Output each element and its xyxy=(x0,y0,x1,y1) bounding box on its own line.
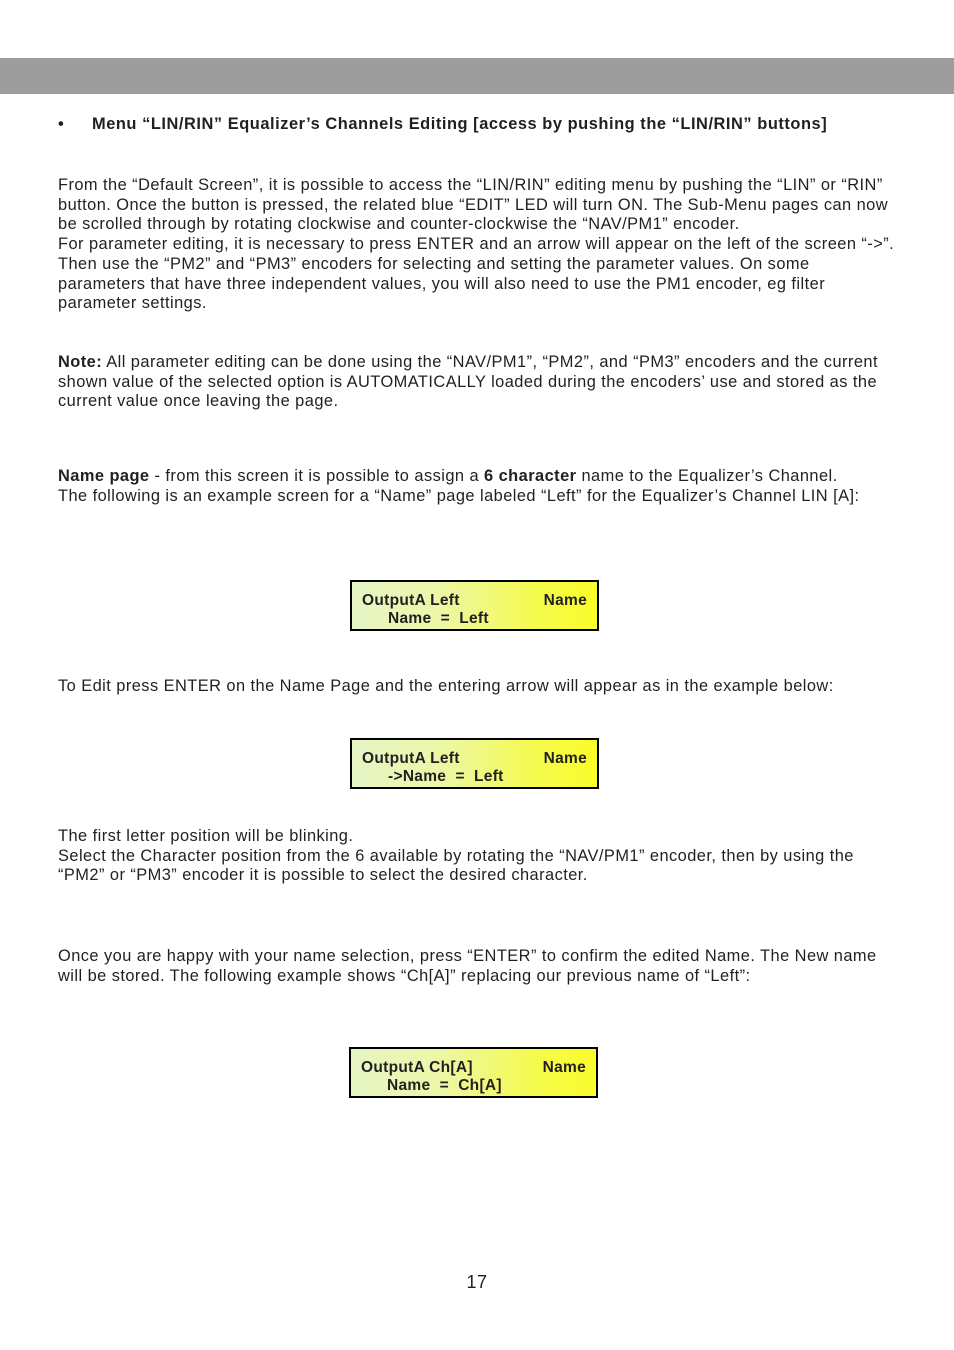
name-page-text-a: - from this screen it is possible to assign a xyxy=(149,467,485,485)
intro-paragraph-1: From the “Default Screen”, it is possible to access the “LIN/RIN” editing menu by pushing the “LIN” or “RIN” button. Once the button is pressed, the related blue “EDIT” LED will turn ON. The Sub-Menu pages can now be scrolled through by rotating clockwise and counter-clockwise the “NAV/PM1” encoder. xyxy=(58,176,889,234)
intro-paragraph-2: For parameter editing, it is necessary to press ENTER and an arrow will appear on the left of the screen “->”. Then use the “PM2” and “PM3” encoders for selecting and setting the parameter values. On some parameters that have three independent values, you will also need to use the PM1 encoder, eg filter parameter settings. xyxy=(58,235,895,313)
lcd-line2: Name = Ch[A] xyxy=(387,1077,502,1094)
blink-paragraph xyxy=(58,827,898,886)
note-label: Note: xyxy=(58,353,103,371)
edit-paragraph-text: To Edit press ENTER on the Name Page and the entering arrow will appear as in the example below: xyxy=(58,677,834,695)
section-heading xyxy=(58,115,858,135)
lcd-line1-left: OutputA Ch[A] xyxy=(361,1059,473,1076)
name-page-paragraph xyxy=(58,467,898,506)
intro-text xyxy=(58,176,898,314)
lcd-screen-name-cha xyxy=(349,1047,598,1098)
confirm-paragraph-text: Once you are happy with your name selection, press “ENTER” to confirm the edited Name. The New name will be stored. The following example shows “Ch[A]” replacing our previous name of “Left”: xyxy=(58,947,877,985)
note-text: All parameter editing can be done using the “NAV/PM1”, “PM2”, and “PM3” encoders and the current shown value of the selected option is AUTOMATICALLY loaded during the encoders’ use and stored as the current value once leaving the page. xyxy=(58,353,878,411)
lcd-screen-edit-arrow xyxy=(350,738,599,789)
six-character-bold: 6 character xyxy=(484,467,577,485)
lcd-line1-right: Name xyxy=(543,750,587,767)
section-heading-text: Menu “LIN/RIN” Equalizer’s Channels Editing [access by pushing the “LIN/RIN” buttons] xyxy=(92,115,828,133)
name-page-label: Name page xyxy=(58,467,150,485)
page-number: 17 xyxy=(466,1272,488,1292)
lcd-line1-left: OutputA Left xyxy=(362,750,460,767)
header-bar xyxy=(0,58,954,94)
edit-paragraph xyxy=(58,677,898,697)
blink-paragraph-2: Select the Character position from the 6 available by rotating the “NAV/PM1” encoder, then by using the “PM2” or “PM3” encoder it is possible to select the desired character. xyxy=(58,846,854,885)
lcd-line2: ->Name = Left xyxy=(388,768,504,785)
name-page-example-text: The following is an example screen for a “Name” page labeled “Left” for the Equalizer’s Channel LIN [A]: xyxy=(58,486,860,505)
name-page-text-b: name to the Equalizer’s Channel. xyxy=(576,467,838,485)
confirm-paragraph xyxy=(58,947,898,986)
lcd-screen-name-left xyxy=(350,580,599,631)
note-paragraph xyxy=(58,353,898,412)
lcd-line1-right: Name xyxy=(542,1059,586,1076)
lcd-line1-right: Name xyxy=(543,592,587,609)
bullet-icon: • xyxy=(58,115,65,133)
blink-paragraph-1: The first letter position will be blinking. xyxy=(58,827,354,845)
lcd-line1-left: OutputA Left xyxy=(362,592,460,609)
lcd-line2: Name = Left xyxy=(388,610,489,627)
